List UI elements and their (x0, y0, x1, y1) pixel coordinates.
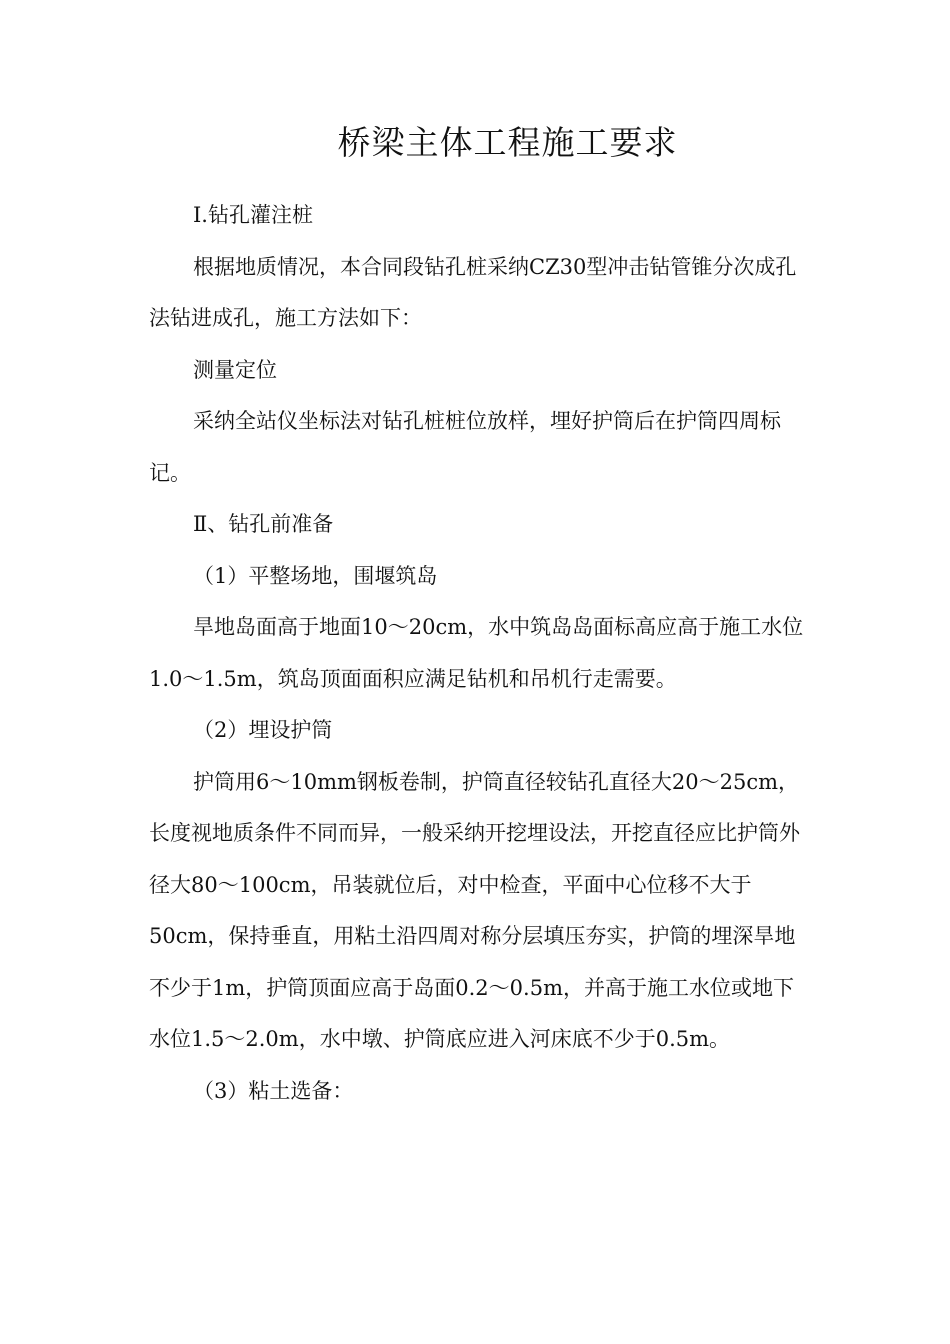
subheading-site-leveling: （1）平整场地，围堰筑岛 (193, 563, 438, 588)
section-heading-bored-pile: I.钻孔灌注桩 (193, 203, 313, 227)
subheading-casing-installation: （2）埋设护筒 (193, 718, 333, 742)
subheading-clay-preparation: （3）粘土选备： (193, 1078, 354, 1103)
document-title: 桥梁主体工程施工要求 (337, 123, 678, 162)
paragraph-site-leveling: 旱地岛面高于地面10～20cm，水中筑岛岛面标高应高于施工水位1.0～1.5m，筑岛顶面面积应满足钻机和吊机行走需要。 (149, 615, 804, 691)
section-heading-drilling-preparation: Ⅱ、钻孔前准备 (193, 512, 334, 536)
subheading-survey-positioning: 测量定位 (193, 357, 277, 382)
paragraph-survey-positioning: 采纳全站仪坐标法对钻孔桩桩位放样，埋好护筒后在护筒四周标记。 (149, 409, 781, 485)
paragraph-casing-installation: 护筒用6～10mm钢板卷制，护筒直径较钻孔直径大20～25cm，长度视地质条件不同而异，一般采纳开挖埋设法，开挖直径应比护筒外径大80～100cm，吊装就位后，对中检查，平面中心位移不大于50cm，保持垂直，用粘土沿四周对称分层填压夯实，护筒的埋深旱地不少于1m，护筒顶面应高于岛面0.2～0.5m，并高于施工水位或地下水位1.5～2.0m，水中墩、护筒底应进入河床底不少于0.5m。 (149, 769, 800, 1051)
paragraph-construction-method: 根据地质情况，本合同段钻孔桩采纳CZ30型冲击钻管锥分次成孔法钻进成孔，施工方法如下： (149, 254, 797, 330)
document-body (149, 190, 809, 1117)
